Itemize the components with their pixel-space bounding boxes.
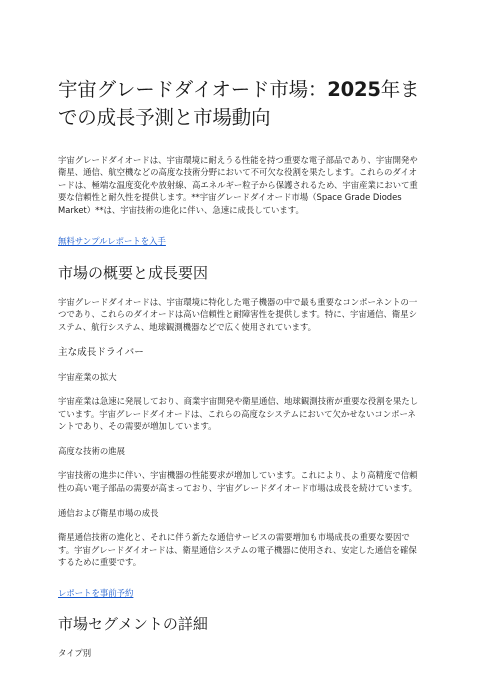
page-title bbox=[58, 76, 423, 132]
overview-paragraph: 宇宙グレードダイオードは、宇宙環境に特化した電子機器の中で最も重要なコンポーネントの一つであり、これらのダイオードは高い信頼性と耐障害性を提供します。特に、宇宙通信、衛星システム、航行システム、地球観測機器などで広く使用されています。 bbox=[58, 297, 418, 332]
driver-body: 宇宙技術の進歩に伴い、宇宙機器の性能要求が増加しています。これにより、より高精度で信頼性の高い電子部品の需要が高まっており、宇宙グレードダイオード市場は成長を続けています。 bbox=[58, 470, 418, 493]
driver-body: 衛星通信技術の進化と、それに伴う新たな通信サービスの需要増加も市場成長の重要な要因です。宇宙グレードダイオードは、衛星通信システムの電子機器に使用され、安定した通信を確保するために重要です。 bbox=[58, 532, 417, 568]
intro-paragraph: 宇宙グレードダイオードは、宇宙環境に耐えうる性能を持つ重要な電子部品であり、宇宙開発や衛星、通信、航空機などの高度な技術分野において不可欠な役割を果たします。これらのダイオードは、極端な温度変化や放射線、高エネルギー粒子から保護されるため、宇宙産業において重要な信頼性と耐久性を提供します。**宇宙グレードダイオード市場（Space Grade Diodes Market）**は、宇宙技術の進化に伴い、急速に成長しています。 bbox=[58, 155, 418, 215]
section-heading-segments: 市場セグメントの詳細 bbox=[58, 614, 208, 633]
driver-body: 宇宙産業は急速に発展しており、商業宇宙開発や衛星通信、地球観測技術が重要な役割を果たしています。宇宙グレードダイオードは、これらの高度なシステムにおいて欠かせないコンポーネントであり、その需要が増加しています。 bbox=[58, 396, 419, 432]
segment-subheading: タイプ別 bbox=[58, 647, 92, 658]
pre-order-report-link[interactable]: レポートを事前予約 bbox=[58, 587, 134, 598]
driver-title: 高度な技術の進展 bbox=[58, 446, 125, 457]
driver-title: 通信および衛星市場の成長 bbox=[58, 508, 159, 519]
section-heading-overview: 市場の概要と成長要因 bbox=[58, 264, 209, 283]
driver-title: 宇宙産業の拡大 bbox=[58, 372, 117, 383]
title-text: 宇宙グレードダイオード市場： bbox=[58, 78, 328, 101]
free-sample-link[interactable]: 無料サンプルレポートを入手 bbox=[58, 236, 166, 247]
title-year: 2025 bbox=[327, 78, 381, 101]
title-text-rest: 年までの成長予測と市場動向 bbox=[58, 78, 420, 129]
drivers-heading: 主な成長ドライバー bbox=[58, 347, 144, 359]
